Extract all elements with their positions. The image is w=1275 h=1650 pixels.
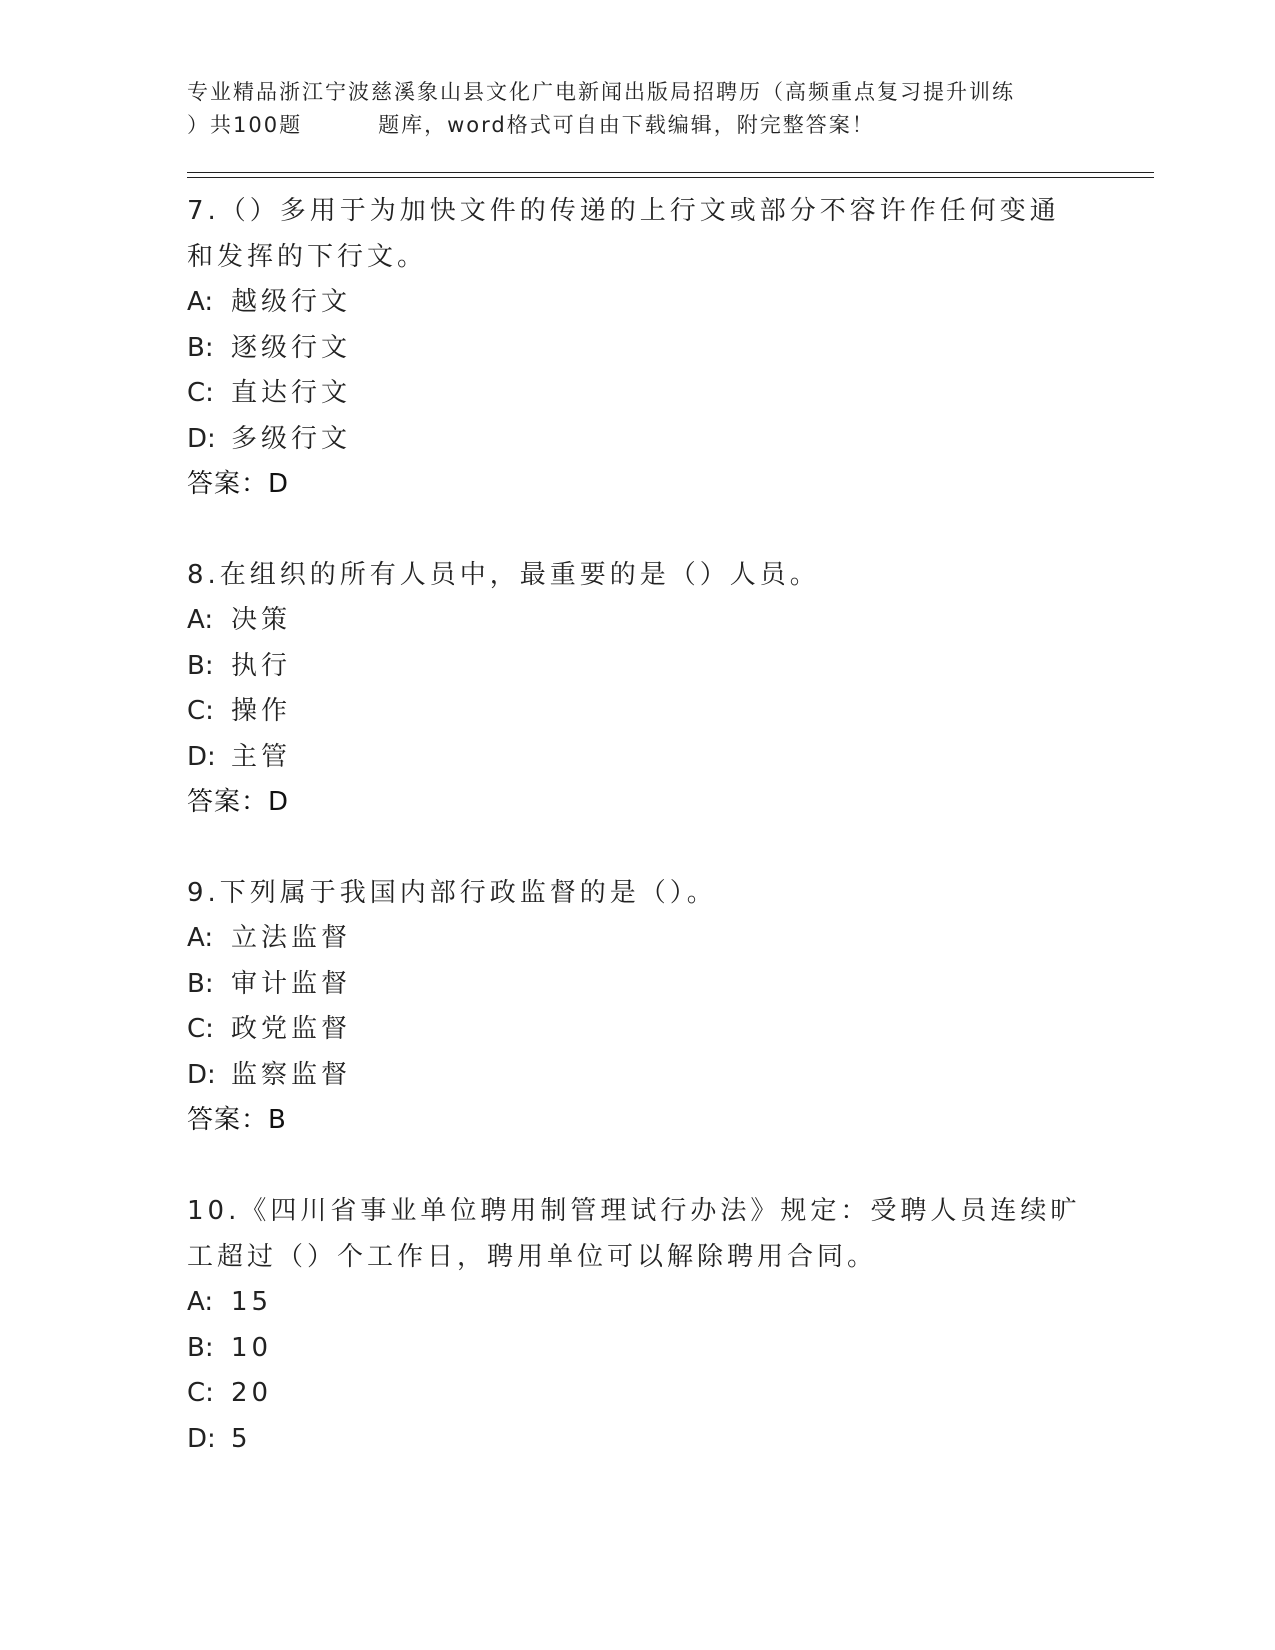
option-key: A: [187,287,214,317]
answer: 答案：B [187,1105,287,1135]
header-line-2-end: 题库，word格式可自由下载编辑，附完整答案！ [378,113,875,137]
option-c [187,1007,1087,1053]
option-key: B: [187,1332,214,1363]
option-value: 直达行文 [231,378,352,408]
header-line-2 [187,109,1087,142]
option-value: 10 [231,1332,273,1363]
option-a [187,1280,1087,1326]
option-d [187,1417,1087,1463]
option-value: 15 [231,1287,273,1317]
option-key: D: [187,1423,216,1454]
question-spacer [187,507,1087,552]
option-a [187,598,1087,644]
option-value: 5 [231,1423,252,1454]
question-10 [187,1188,1087,1462]
option-key: C: [187,696,214,726]
option-c [187,1371,1087,1417]
document-header [187,76,1087,142]
option-c [187,689,1087,735]
option-key: A: [187,605,214,635]
option-key: D: [187,741,216,772]
question-7 [187,188,1087,507]
option-a [187,280,1087,326]
option-value: 越级行文 [231,287,352,317]
option-a [187,916,1087,962]
option-value: 逐级行文 [231,332,352,363]
option-key: B: [187,650,214,681]
option-key: A: [187,1287,214,1317]
answer: 答案：D [187,469,290,499]
option-c [187,371,1087,417]
option-value: 主管 [231,741,292,772]
option-b [187,962,1087,1008]
question-8 [187,552,1087,825]
option-key: B: [187,332,214,363]
header-rule-bottom [187,177,1154,178]
option-b [187,326,1087,372]
option-key: C: [187,378,214,408]
question-spacer [187,825,1087,870]
option-value: 立法监督 [231,923,352,953]
option-value: 20 [231,1378,273,1408]
question-text: 9.下列属于我国内部行政监督的是（）。 [187,878,717,908]
header-line-2-start: ）共100题 [187,113,303,137]
option-b [187,644,1087,690]
question-text: 7.（）多用于为加快文件的传递的上行文或部分不容许作任何变通和发挥的下行文。 [187,196,1060,272]
option-key: C: [187,1014,214,1044]
option-value: 执行 [231,650,292,681]
question-list [187,188,1087,1462]
option-value: 操作 [231,696,292,726]
question-spacer [187,1143,1087,1188]
option-key: A: [187,923,214,953]
option-d [187,735,1087,781]
option-value: 多级行文 [231,423,352,454]
option-key: D: [187,423,216,454]
option-d [187,1053,1087,1099]
option-value: 决策 [231,605,292,635]
option-key: D: [187,1059,216,1090]
option-key: B: [187,968,214,999]
question-text: 10.《四川省事业单位聘用制管理试行办法》规定：受聘人员连续旷工超过（）个工作日，聘用单位可以解除聘用合同。 [187,1196,1081,1272]
header-rule-top [187,172,1154,173]
header-line-1: 专业精品浙江宁波慈溪象山县文化广电新闻出版局招聘历（高频重点复习提升训练 [187,80,1015,104]
question-text: 8.在组织的所有人员中，最重要的是（）人员。 [187,560,820,590]
option-key: C: [187,1378,214,1408]
option-value: 政党监督 [231,1014,352,1044]
option-d [187,417,1087,463]
answer: 答案：D [187,787,290,817]
option-value: 监察监督 [231,1059,352,1090]
option-b [187,1326,1087,1372]
question-9 [187,870,1087,1143]
option-value: 审计监督 [231,968,352,999]
